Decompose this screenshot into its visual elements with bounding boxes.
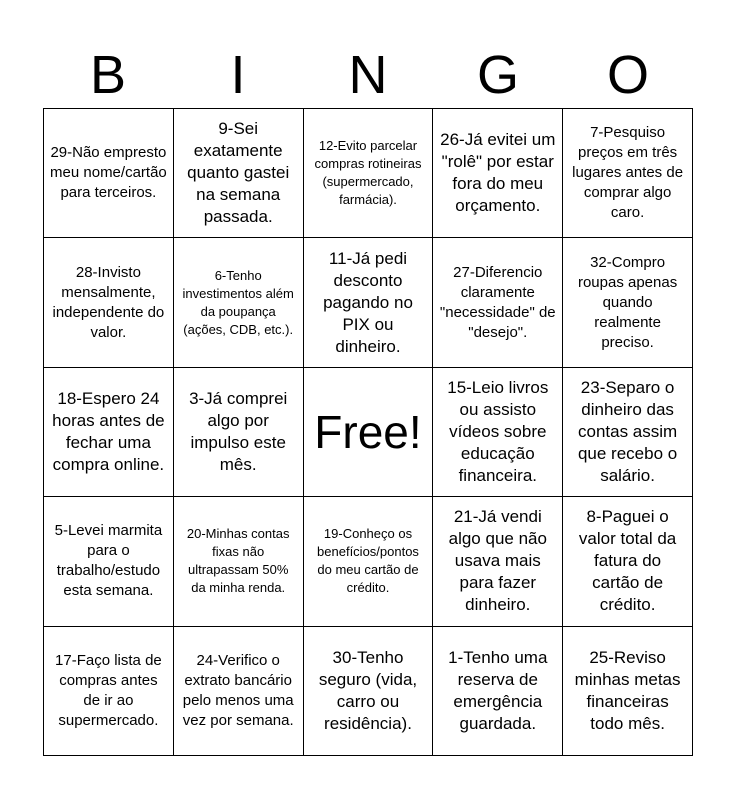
- free-space-text: Free!: [314, 405, 422, 458]
- cell-text: 6-Tenho investimentos além da poupança (ações, CDB, etc.).: [182, 267, 294, 337]
- cell-text: 19-Conheço os benefícios/pontos do meu cartão de crédito.: [317, 526, 419, 596]
- cell-text: 9-Sei exatamente quanto gastei na semana passada.: [187, 119, 290, 227]
- bingo-cell-r4-c1: [44, 497, 174, 626]
- bingo-cell-free: [304, 368, 434, 497]
- bingo-grid: [43, 108, 693, 756]
- bingo-cell-r5-c5: [563, 627, 693, 756]
- bingo-cell-r3-c5: [563, 368, 693, 497]
- cell-text: 27-Diferencio claramente "necessidade" de "desejo".: [439, 263, 556, 341]
- cell-text: 12-Evito parcelar compras rotineiras (supermercado, farmácia).: [314, 138, 422, 208]
- header-letter-n: N: [348, 45, 388, 105]
- cell-text: 15-Leio livros ou assisto vídeos sobre educação financeira.: [447, 377, 549, 485]
- bingo-cell-r1-c5: [563, 109, 693, 238]
- cell-text: 1-Tenho uma reserva de emergência guardada.: [448, 647, 548, 733]
- cell-text: 25-Reviso minhas metas financeiras todo mês.: [574, 647, 681, 733]
- header-letter-b: B: [89, 45, 127, 105]
- bingo-cell-r2-c4: [433, 238, 563, 367]
- cell-text: 18-Espero 24 horas antes de fechar uma compra online.: [52, 388, 165, 474]
- cell-text: 29-Não empresto meu nome/cartão para terceiros.: [50, 144, 167, 202]
- cell-text: 26-Já evitei um "rolê" por estar fora do meu orçamento.: [440, 130, 556, 216]
- bingo-header: [43, 42, 693, 108]
- cell-text: 28-Invisto mensalmente, independente do valor.: [52, 263, 165, 341]
- cell-text: 23-Separo o dinheiro das contas assim que recebo o salário.: [577, 377, 678, 485]
- bingo-cell-r4-c3: [304, 497, 434, 626]
- cell-text: 11-Já pedi desconto pagando no PIX ou dinheiro.: [323, 248, 413, 356]
- header-letter-g: G: [476, 45, 519, 105]
- bingo-cell-r5-c4: [433, 627, 563, 756]
- bingo-cell-r4-c2: [174, 497, 304, 626]
- cell-text: 5-Levei marmita para o trabalho/estudo esta semana.: [54, 522, 163, 600]
- bingo-cell-r1-c3: [304, 109, 434, 238]
- bingo-cell-r4-c5: [563, 497, 693, 626]
- cell-text: 3-Já comprei algo por impulso este mês.: [189, 388, 288, 474]
- bingo-cell-r3-c1: [44, 368, 174, 497]
- cell-text: 17-Faço lista de compras antes de ir ao supermercado.: [55, 651, 162, 729]
- cell-text: 21-Já vendi algo que não usava mais para fazer dinheiro.: [448, 507, 547, 615]
- bingo-cell-r2-c3: [304, 238, 434, 367]
- header-letter-i: I: [230, 45, 246, 105]
- bingo-cell-r5-c2: [174, 627, 304, 756]
- bingo-cell-r1-c2: [174, 109, 304, 238]
- bingo-cell-r1-c1: [44, 109, 174, 238]
- cell-text: 20-Minhas contas fixas não ultrapassam 50% da minha renda.: [186, 526, 290, 596]
- bingo-cell-r1-c4: [433, 109, 563, 238]
- cell-text: 30-Tenho seguro (vida, carro ou residência).: [318, 647, 418, 733]
- cell-text: 24-Verifico o extrato bancário pelo menos uma vez por semana.: [182, 651, 294, 729]
- cell-text: 32-Compro roupas apenas quando realmente preciso.: [577, 253, 678, 351]
- cell-text: 8-Paguei o valor total da fatura do cartão de crédito.: [578, 507, 677, 615]
- bingo-cell-r2-c5: [563, 238, 693, 367]
- bingo-cell-r3-c4: [433, 368, 563, 497]
- header-letter-o: O: [606, 45, 649, 105]
- cell-text: 7-Pesquiso preços em três lugares antes de comprar algo caro.: [572, 124, 684, 222]
- bingo-cell-r5-c3: [304, 627, 434, 756]
- bingo-cell-r3-c2: [174, 368, 304, 497]
- bingo-cell-r2-c2: [174, 238, 304, 367]
- bingo-cell-r5-c1: [44, 627, 174, 756]
- bingo-cell-r4-c4: [433, 497, 563, 626]
- bingo-cell-r2-c1: [44, 238, 174, 367]
